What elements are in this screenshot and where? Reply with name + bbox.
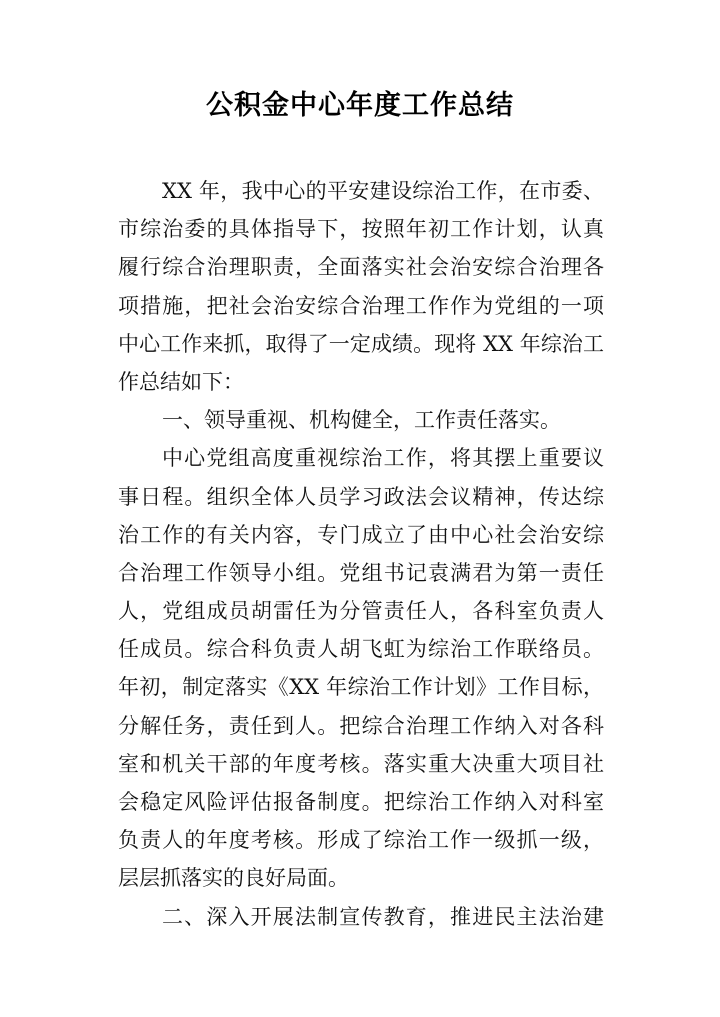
- text-line: 分解任务，责任到人。把综合治理工作纳入对各科: [118, 713, 604, 738]
- text-line: 年初，制定落实《XX 年综治工作计划》工作目标，: [118, 675, 604, 700]
- text-line: XX 年，我中心的平安建设综治工作，在市委、: [162, 179, 604, 203]
- text-line: 室和机关干部的年度考核。落实重大决重大项目社: [118, 751, 604, 776]
- text-line: 合治理工作领导小组。党组书记袁满君为第一责任: [118, 560, 604, 585]
- text-line: 作总结如下：: [118, 369, 244, 394]
- text-line: 中心党组高度重视综治工作，将其摆上重要议: [162, 446, 604, 471]
- document-title: 公积金中心年度工作总结: [206, 90, 514, 121]
- text-line: 项措施，把社会治安综合治理工作作为党组的一项: [118, 293, 604, 318]
- text-line: 中心工作来抓，取得了一定成绩。现将 XX 年综治工: [118, 331, 604, 356]
- text-line: 负责人的年度考核。形成了综治工作一级抓一级，: [118, 828, 604, 853]
- text-line: 任成员。综合科负责人胡飞虹为综治工作联络员。: [118, 637, 604, 662]
- text-line: 履行综合治理职责，全面落实社会治安综合治理各: [118, 255, 604, 280]
- text-line: 市综治委的具体指导下，按照年初工作计划，认真: [118, 217, 604, 242]
- text-line: 人，党组成员胡雷任为分管责任人，各科室负责人: [118, 599, 604, 624]
- text-line: 会稳定风险评估报备制度。把综治工作纳入对科室: [118, 790, 604, 814]
- text-line: 二、深入开展法制宣传教育，推进民主法治建: [162, 904, 604, 929]
- text-line: 层层抓落实的良好局面。: [118, 866, 349, 891]
- text-line: 治工作的有关内容，专门成立了由中心社会治安综: [118, 522, 604, 547]
- text-line: 事日程。组织全体人员学习政法会议精神，传达综: [118, 484, 604, 509]
- document-body: [118, 172, 604, 936]
- text-line: 一、领导重视、机构健全，工作责任落实。: [162, 408, 561, 433]
